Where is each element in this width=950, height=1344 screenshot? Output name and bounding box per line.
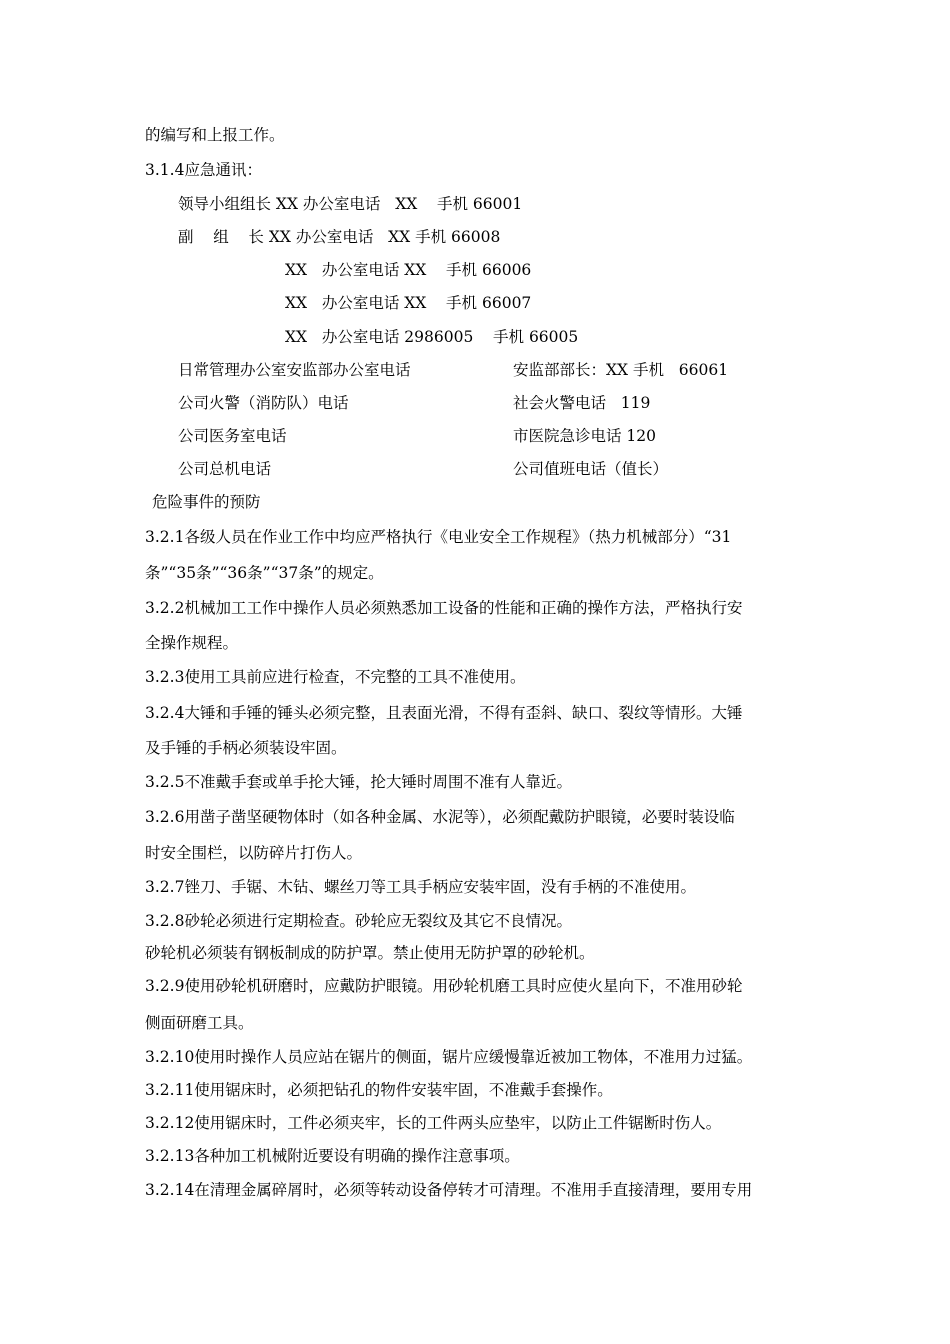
text-line: 领导小组组长 XX 办公室电话 XX 手机 66001 bbox=[178, 195, 523, 213]
text-line: XX 办公室电话 XX 手机 66006 bbox=[285, 261, 532, 279]
text-line: 社会火警电话 119 bbox=[513, 394, 651, 412]
text-line: 3.2.8砂轮必须进行定期检查。砂轮应无裂纹及其它不良情况。 bbox=[145, 912, 572, 930]
text-line: 3.2.5不准戴手套或单手抡大锤，抡大锤时周围不准有人靠近。 bbox=[145, 773, 572, 791]
text-line: 公司值班电话（值长） bbox=[513, 460, 669, 478]
text-line: 公司火警（消防队）电话 bbox=[178, 394, 349, 412]
text-line: 副 组 长 XX 办公室电话 XX 手机 66008 bbox=[178, 228, 501, 246]
text-line: 3.2.4大锤和手锤的锤头必须完整，且表面光滑，不得有歪斜、缺口、裂纹等情形。大锤 bbox=[145, 704, 743, 722]
text-line: 全操作规程。 bbox=[145, 634, 239, 652]
text-line: 的编写和上报工作。 bbox=[145, 126, 285, 144]
text-line: 3.1.4应急通讯： bbox=[145, 161, 262, 179]
text-line: 时安全围栏，以防碎片打伤人。 bbox=[145, 844, 363, 862]
text-line: 3.2.14在清理金属碎屑时，必须等转动设备停转才可清理。不准用手直接清理，要用专用 bbox=[145, 1181, 753, 1199]
text-line: XX 办公室电话 2986005 手机 66005 bbox=[285, 328, 579, 346]
text-line: 3.2.7锉刀、手锯、木钻、螺丝刀等工具手柄应安装牢固，没有手柄的不准使用。 bbox=[145, 878, 696, 896]
text-line: 3.2.11使用锯床时，必须把钻孔的物件安装牢固，不准戴手套操作。 bbox=[145, 1081, 613, 1099]
text-line: 3.2.3使用工具前应进行检查，不完整的工具不准使用。 bbox=[145, 668, 526, 686]
text-line: 侧面研磨工具。 bbox=[145, 1014, 254, 1032]
text-line: 公司总机电话 bbox=[178, 460, 272, 478]
text-line: 3.2.10使用时操作人员应站在锯片的侧面，锯片应缓慢靠近被加工物体，不准用力过猛。 bbox=[145, 1048, 753, 1066]
text-line: 3.2.6用凿子凿坚硬物体时（如各种金属、水泥等），必须配戴防护眼镜，必要时装设临 bbox=[145, 808, 735, 826]
text-line: 3.2.9使用砂轮机研磨时，应戴防护眼镜。用砂轮机磨工具时应使火星向下，不准用砂轮 bbox=[145, 977, 743, 995]
text-line: 砂轮机必须装有钢板制成的防护罩。禁止使用无防护罩的砂轮机。 bbox=[145, 944, 595, 962]
text-line: 3.2.2机械加工工作中操作人员必须熟悉加工设备的性能和正确的操作方法，严格执行安 bbox=[145, 599, 743, 617]
text-line: 安监部部长：XX 手机 66061 bbox=[513, 361, 729, 379]
text-line: XX 办公室电话 XX 手机 66007 bbox=[285, 294, 532, 312]
text-line: 条”“35条”“36条”“37条”的规定。 bbox=[145, 564, 384, 582]
text-line: 市医院急诊电话 120 bbox=[513, 427, 657, 445]
text-line: 日常管理办公室安监部办公室电话 bbox=[178, 361, 411, 379]
text-line: 及手锤的手柄必须装设牢固。 bbox=[145, 739, 347, 757]
text-line: 危险事件的预防 bbox=[152, 493, 261, 511]
text-line: 3.2.12使用锯床时，工件必须夹牢，长的工件两头应垫牢，以防止工件锯断时伤人。 bbox=[145, 1114, 722, 1132]
text-line: 3.2.1各级人员在作业工作中均应严格执行《电业安全工作规程》（热力机械部分）“31 bbox=[145, 528, 732, 546]
text-line: 公司医务室电话 bbox=[178, 427, 287, 445]
text-line: 3.2.13各种加工机械附近要设有明确的操作注意事项。 bbox=[145, 1147, 520, 1165]
